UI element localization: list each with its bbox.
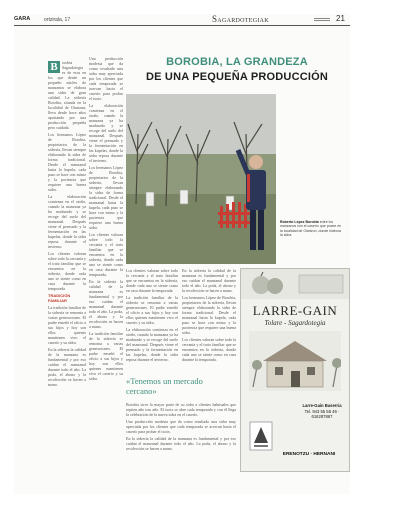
body-paragraph: Los clientes valoran sobre todo la cercanía y el trato familiar que se encuentra en la sidrería, donde cada uno se siente como en casa durante la temporada. xyxy=(182,337,236,362)
article-column-bottom xyxy=(126,402,236,482)
body-paragraph: Los clientes valoran sobre todo la cercanía y el trato familiar que se encuentra en la sidrería, donde cada uno se siente como en casa durante la temporada. xyxy=(89,232,123,277)
body-paragraph: En la sidrería la calidad de la manzana es fundamental y por eso cuidan el manzanal durante todo el año. La poda, el abono y la recolección se hacen a mano. xyxy=(89,279,123,329)
ad-subtitle: Tolare - Sagardotegia xyxy=(264,319,326,327)
body-paragraph: Los clientes valoran sobre todo la cercanía y el trato familiar que se encuentra en la sidrería, donde cada uno se siente como en casa durante la temporada. xyxy=(48,251,86,291)
body-paragraph: La tradición familiar de la sidrería se remonta a varias generaciones. El padre enseñó el oficio a sus hijos y hoy son ellos quienes mantienen vivo el caserío y su sidra. xyxy=(48,305,86,345)
body-paragraph: La elaboración comienza en el otoño, cuando la manzana ya ha madurado y se recoge del suelo del manzanal. Después viene el prensado y la fermentación en las kupelas, donde la sidra reposa durante el invierno. xyxy=(126,327,178,362)
subheading: TRADICIÓN FAMILIAR xyxy=(48,293,71,303)
apple-illustration xyxy=(241,269,349,299)
body-paragraph: La elaboración comienza en el otoño, cuando la manzana ya ha madurado y se recoge del suelo del manzanal. Después viene el prensado y la fermentación en las kupelas, donde la sidra reposa durante el invierno. xyxy=(48,194,86,249)
section-divider xyxy=(314,18,330,21)
publication-date: ortzirala, 17 xyxy=(44,16,71,23)
page-header xyxy=(14,14,350,26)
newspaper-page xyxy=(14,14,350,494)
ad-contact xyxy=(295,403,349,420)
ad-business-name: Larre-Gain Baserria xyxy=(302,403,342,408)
article-column-2 xyxy=(89,56,123,480)
body-paragraph: Los clientes valoran sobre todo la cercanía y el trato familiar que se encuentra en la sidrería, donde cada uno se siente como en casa durante la temporada. xyxy=(126,268,178,293)
photo-caption xyxy=(280,220,344,238)
ad-location: ERENOTZU · HERNANI xyxy=(282,452,336,457)
article-column-1 xyxy=(48,60,86,480)
body-paragraph: Los hermanos López de Borobia, propietarios de la sidrería, llevan siempre elaborando la sidra de forma tradicional. Desde el manzanal hasta la kupela, cada paso se hace con mimo y la paciencia que requiere una buena sidra. xyxy=(182,295,236,335)
headline-primary: BOROBIA, LA GRANDEZA xyxy=(166,56,308,68)
body-paragraph: Los hermanos López de Borobia, propietarios de la sidrería, llevan siempre elaborando la sidra de forma tradicional. Desde el manzanal hasta la kupela, cada paso se hace con mimo y la paciencia que requiere una buena sidra. xyxy=(89,165,123,230)
body-paragraph: En la sidrería la calidad de la manzana es fundamental y por eso cuidan el manzanal durante todo el año. La poda, el abono y la recolección se hacen a mano. xyxy=(48,347,86,387)
body-paragraph: La tradición familiar de la sidrería se remonta a varias generaciones. El padre enseñó el oficio a sus hijos y hoy son ellos quienes mantienen vivo el caserío y su sidra. xyxy=(126,295,178,325)
pull-quote: «Tenemos un mercado cercano» xyxy=(126,376,203,396)
article-column-4 xyxy=(182,268,236,372)
body-paragraph: La elaboración comienza en el otoño, cuando la manzana ya ha madurado y se recoge del suelo del manzanal. Después viene el prensado y la fermentación en las kupelas, donde la sidra reposa durante el invierno. xyxy=(89,103,123,163)
advertisement-larre-gain xyxy=(240,268,350,472)
headline-secondary: DE UNA PEQUEÑA PRODUCCIÓN xyxy=(145,71,329,83)
article-column-3 xyxy=(126,268,178,372)
body-paragraph: Una producción modesta que da como resultado una sidra muy apreciada por los clientes que cada temporada se acercan hasta el caserío para probar el txotx. xyxy=(89,56,123,101)
ad-brand-name: LARRE-GAIN xyxy=(252,303,338,318)
label-badge-icon xyxy=(249,421,273,451)
article-photo xyxy=(126,94,276,264)
body-paragraph: En la sidrería la calidad de la manzana es fundamental y por eso cuidan el manzanal durante todo el año. La poda, el abono y la recolección se hacen a mano. xyxy=(182,268,236,293)
drop-cap: B xyxy=(48,61,60,73)
caption-text: entre los manzanos con el caserío que posee en la localidad de Oiartzun, donde elabora la sidra. xyxy=(280,220,342,238)
ad-header-band xyxy=(241,269,349,299)
body-paragraph: En la sidrería la calidad de la manzana es fundamental y por eso cuidan el manzanal durante todo el año. La poda, el abono y la recolección se hacen a mano. xyxy=(126,436,236,451)
body-paragraph: Borobia sirve la mayor parte de su sidra a clientes habituales que repiten año tras año. El txotx se abre cada temporada y con él llega la celebración de la nueva sidra en el caserío. xyxy=(126,402,236,417)
body-paragraph: Una producción modesta que da como resultado una sidra muy apreciada por los clientes que cada temporada se acercan hasta el caserío para probar el txotx. xyxy=(126,419,236,434)
publication-name: GARA xyxy=(14,16,31,22)
caption-name: Roberto López Borobia xyxy=(280,220,319,224)
section-title: Sagardotegiak xyxy=(212,14,269,24)
body-paragraph: La tradición familiar de la sidrería se remonta a varias generaciones. El padre enseñó el oficio a sus hijos y hoy son ellos quienes mantienen vivo el caserío y su sidra. xyxy=(89,331,123,381)
page-number: 21 xyxy=(336,14,345,23)
ad-phone-numbers: Tel. 943 55 58 46 · 616287867 xyxy=(304,408,340,419)
body-paragraph: Los hermanos López de Borobia, propietarios de la sidrería, llevan siempre elaborando la sidra de forma tradicional. Desde el manzanal hasta la kupela, cada paso se hace con mimo y la paciencia que requiere una buena sidra. xyxy=(48,132,86,192)
orchard-photo-illustration xyxy=(126,94,276,264)
lead-paragraph: orobia Sagardotegia es de esos en los que desde un pequeño núcleo de manzanos se elabora una sidra de gran calidad. La sidrería Borobia, situada en la localidad de Oiartzun, lleva desde hace años apostando por una producción pequeña pero cuidada. xyxy=(48,60,86,130)
farmhouse-illustration xyxy=(249,331,341,391)
